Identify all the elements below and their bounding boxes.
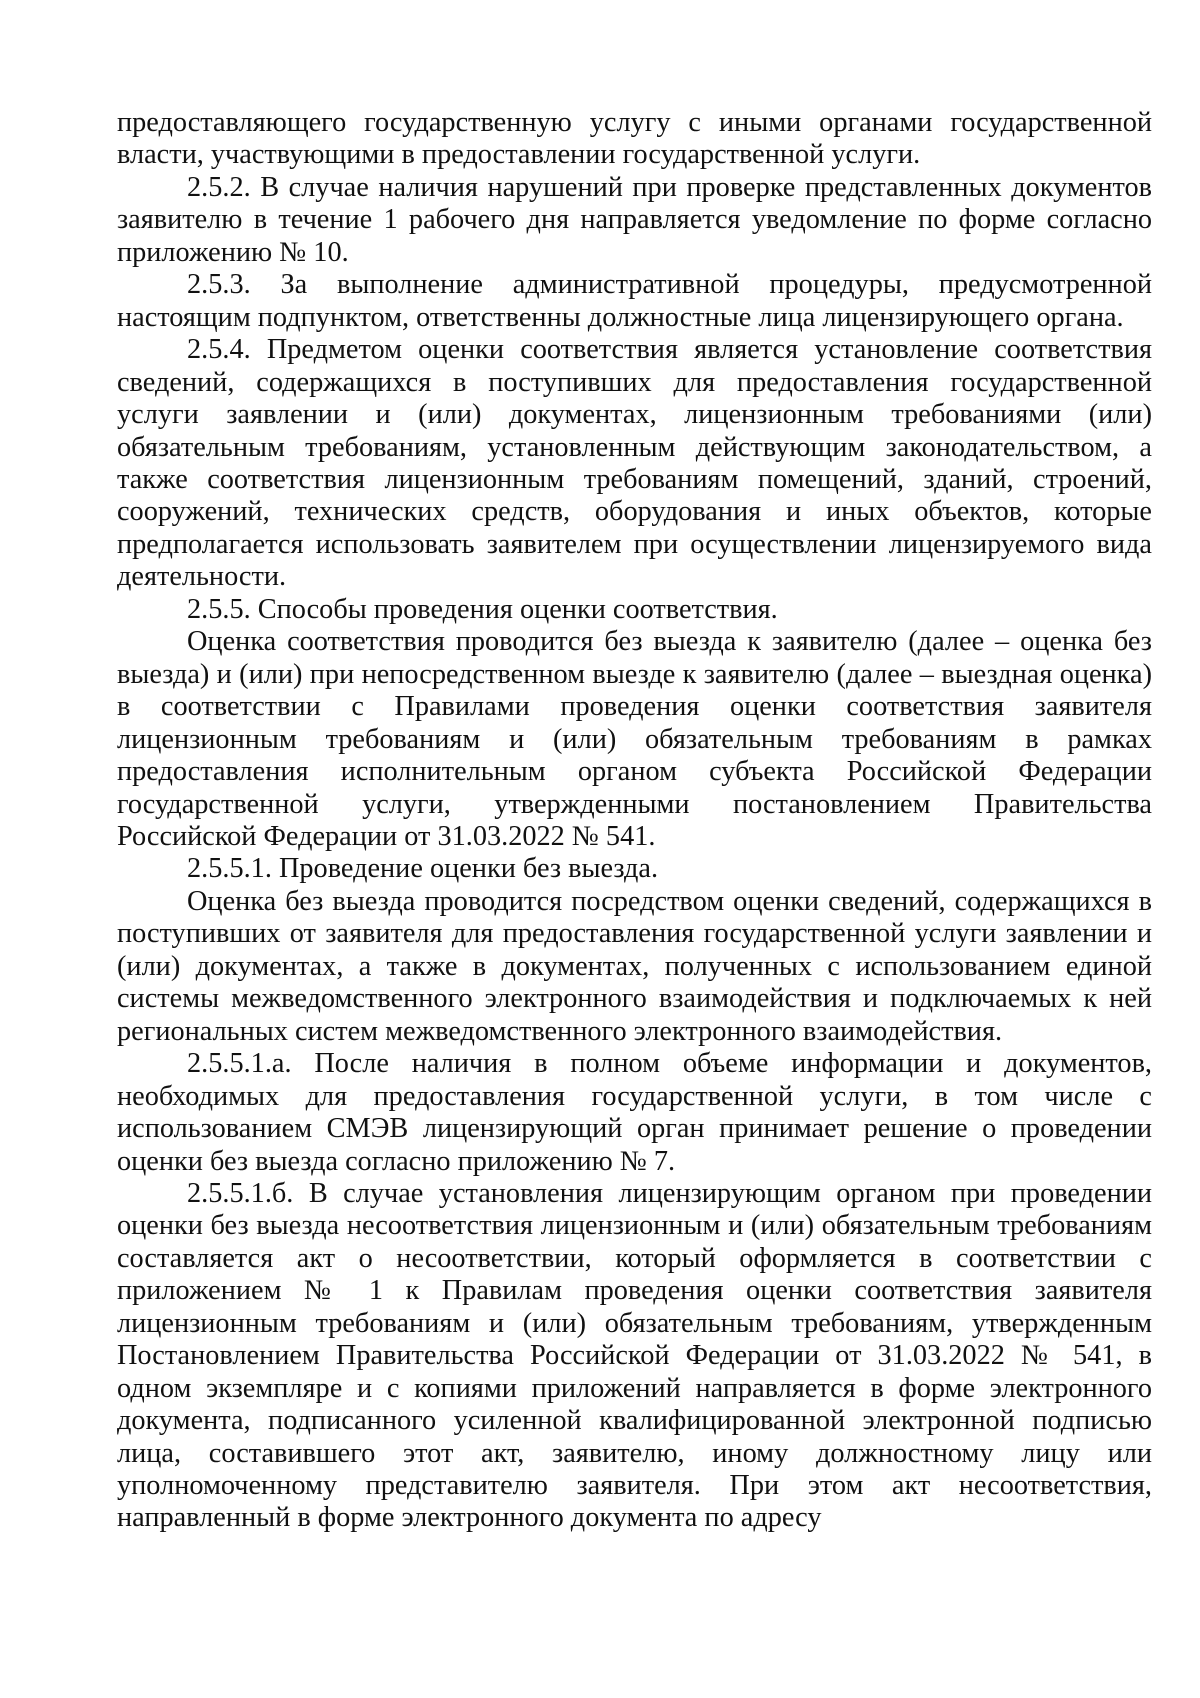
paragraph-2-5-5-body: Оценка соответствия проводится без выезда к заявителю (далее – оценка без выезда) и (или) при непосредственном выезде к заявителю (далее – выездная оценка) в соответствии с Правилами проведения оценки соответствия заявителя лицензионным требованиям и (или) обязательным требованиям в рамках предоставления исполнительным органом субъекта Российской Федерации государственной услуги, утвержденными постановлением Правительства Российской Федерации от 31.03.2022 № 541. (117, 626, 1152, 852)
document-page (117, 107, 1152, 1535)
paragraph-2-5-5-1-a: 2.5.5.1.а. После наличия в полном объеме информации и документов, необходимых для предоставления государственной услуги, в том числе с использованием СМЭВ лицензирующий орган принимает решение о проведении оценки без выезда согласно приложению № 7. (117, 1048, 1152, 1177)
paragraph-2-5-5-1: 2.5.5.1. Проведение оценки без выезда. (187, 853, 659, 885)
paragraph-2-5-3: 2.5.3. За выполнение административной процедуры, предусмотренной настоящим подпунктом, ответственны должностные лица лицензирующего органа. (117, 269, 1152, 333)
paragraph-2-5-2: 2.5.2. В случае наличия нарушений при проверке представленных документов заявителю в течение 1 рабочего дня направляется уведомление по форме согласно приложению № 10. (117, 171, 1152, 268)
paragraph-2-5-5-1-b: 2.5.5.1.б. В случае установления лицензирующим органом при проведении оценки без выезда несоответствия лицензионным и (или) обязательным требованиям составляется акт о несоответствии, который оформляется в соответствии с приложением № 1 к Правилам проведения оценки соответствия заявителя лицензионным требованиям и (или) обязательным требованиям, утвержденным Постановлением Правительства Российской Федерации от 31.03.2022 № 541, в одном экземпляре и с копиями приложений направляется в форме электронного документа, подписанного усиленной квалифицированной электронной подписью лица, составившего этот акт, заявителю, иному должностному лицу или уполномоченному представителю заявителя. При этом акт несоответствия, направленный в форме электронного документа по адресу (117, 1177, 1152, 1534)
paragraph-2-5-5: 2.5.5. Способы проведения оценки соответствия. (187, 593, 778, 625)
paragraph-2-5-4: 2.5.4. Предметом оценки соответствия является установление соответствия сведений, содержащихся в поступивших для предоставления государственной услуги заявлении и (или) документах, лицензионным требованиями (или) обязательным требованиям, установленным действующим законодательством, а также соответствия лицензионным требованиям помещений, зданий, строений, сооружений, технических средств, оборудования и иных объектов, которые предполагается использовать заявителем при осуществлении лицензируемого вида деятельности. (117, 334, 1152, 593)
paragraph-2-5-5-1-body: Оценка без выезда проводится посредством оценки сведений, содержащихся в поступивших от заявителя для предоставления государственной услуги заявлении и (или) документах, а также в документах, полученных с использованием единой системы межведомственного электронного взаимодействия и подключаемых к ней региональных систем межведомственного электронного взаимодействия. (117, 885, 1152, 1047)
paragraph-continuation: предоставляющего государственную услугу с иными органами государственной власти, участвующими в предоставлении государственной услуги. (117, 107, 1152, 171)
